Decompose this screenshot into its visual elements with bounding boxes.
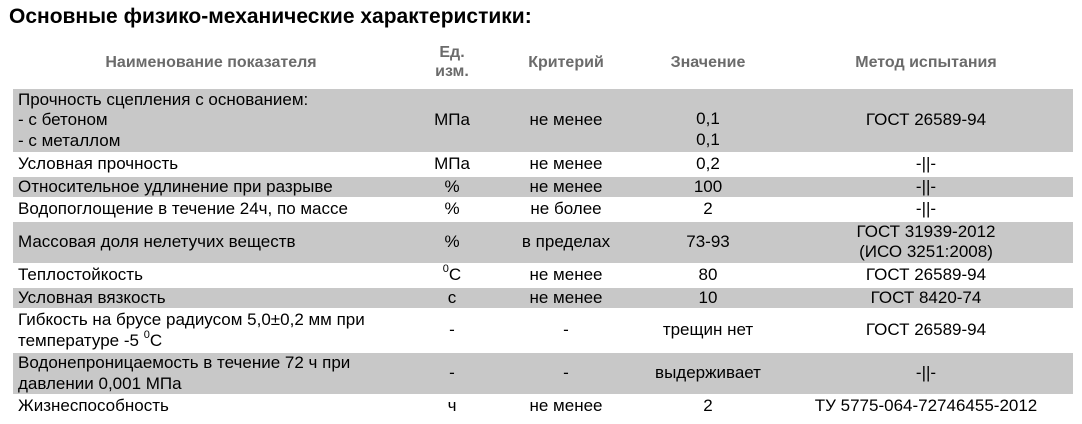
cell-method: ГОСТ 26589-94 — [779, 89, 1073, 153]
cell-method — [779, 221, 1073, 264]
cell-method: ТУ 5775-064-72746455-2012 — [814, 396, 1038, 416]
unit-main: С — [149, 330, 163, 350]
cell-value: выдерживает — [637, 352, 779, 395]
header-method: Метод испытания — [855, 53, 997, 71]
table-row — [13, 287, 1073, 310]
cell-criterion: не менее — [495, 153, 637, 176]
cell-unit: ч — [447, 396, 457, 416]
cell-value: 73-93 — [637, 221, 779, 264]
cell-value: 100 — [637, 176, 779, 199]
cell-name-line: - с металлом — [18, 130, 121, 150]
cell-name: Массовая доля нелетучих веществ — [13, 221, 409, 264]
table-row — [13, 198, 1073, 221]
cell-name: Водопоглощение в течение 24ч, по массе — [13, 198, 409, 221]
table-row — [13, 264, 1073, 287]
cell-criterion: - — [495, 352, 637, 395]
cell-unit: % — [409, 176, 495, 199]
unit-main: С — [448, 264, 462, 284]
cell-name — [13, 352, 409, 395]
table-row — [13, 309, 1073, 352]
cell-value: 10 — [637, 287, 779, 310]
degree-sup: 0 — [442, 263, 449, 276]
cell-value: 80 — [637, 264, 779, 287]
table-row — [13, 395, 1073, 417]
cell-method: ГОСТ 26589-94 — [779, 309, 1073, 352]
header-value: Значение — [670, 53, 746, 71]
cell-name-line: Прочность сцепления с основанием: — [18, 89, 309, 109]
cell-unit — [409, 264, 495, 287]
cell-value-line: 0,1 — [696, 129, 720, 149]
cell-method: -||- — [779, 352, 1073, 395]
cell-criterion: не более — [495, 198, 637, 221]
cell-name-line: температуре -5 — [18, 330, 144, 350]
cell-unit: - — [409, 309, 495, 352]
cell-unit: - — [409, 352, 495, 395]
cell-value: 2 — [703, 396, 713, 416]
cell-unit: % — [409, 221, 495, 264]
cell-method: -||- — [779, 153, 1073, 176]
header-unit — [409, 35, 495, 89]
table-row — [13, 89, 1073, 153]
cell-criterion: в пределах — [495, 221, 637, 264]
cell-name: Жизнеспособность — [18, 396, 169, 416]
cell-method-line: ГОСТ 31939-2012 — [856, 221, 996, 241]
cell-name — [13, 309, 409, 352]
header-name: Наименование показателя — [105, 53, 317, 71]
cell-value: трещин нет — [637, 309, 779, 352]
cell-unit: МПа — [409, 153, 495, 176]
page-title: Основные физико-механические характеристики: — [9, 5, 532, 28]
cell-name: Теплостойкость — [13, 264, 409, 287]
header-unit-line2: изм. — [435, 63, 469, 80]
cell-method: ГОСТ 8420-74 — [779, 287, 1073, 310]
cell-unit: % — [409, 198, 495, 221]
header-criterion: Критерий — [528, 53, 604, 71]
cell-method: -||- — [779, 176, 1073, 199]
cell-method: -||- — [779, 198, 1073, 221]
cell-name: Относительное удлинение при разрыве — [13, 176, 409, 199]
table-row — [13, 221, 1073, 264]
table-header-row — [13, 35, 1073, 89]
cell-criterion: не менее — [495, 264, 637, 287]
cell-method: ГОСТ 26589-94 — [779, 264, 1073, 287]
cell-criterion: не менее — [495, 287, 637, 310]
cell-value-line: 0,1 — [696, 109, 720, 128]
cell-name: Условная прочность — [13, 153, 409, 176]
cell-value: 0,2 — [637, 153, 779, 176]
cell-unit: с — [409, 287, 495, 310]
cell-criterion: не менее — [529, 396, 603, 416]
cell-criterion: - — [495, 309, 637, 352]
characteristics-table — [13, 35, 1073, 417]
cell-criterion: не менее — [495, 89, 637, 153]
cell-value: 2 — [637, 198, 779, 221]
cell-value — [637, 89, 779, 153]
table-row — [13, 176, 1073, 199]
cell-name-line: - с бетоном — [18, 110, 108, 130]
table-row — [13, 352, 1073, 395]
cell-name-line: Водонепроницаемость в течение 72 ч при — [18, 353, 351, 372]
cell-name — [13, 89, 409, 153]
cell-name-line: давлении 0,001 МПа — [18, 373, 182, 393]
cell-unit: МПа — [409, 89, 495, 153]
cell-criterion: не менее — [495, 176, 637, 199]
cell-name-line: Гибкость на брусе радиусом 5,0±0,2 мм при — [18, 310, 365, 329]
cell-name: Условная вязкость — [13, 287, 409, 310]
degree-sup: 0 — [143, 328, 150, 341]
table-row — [13, 153, 1073, 176]
header-unit-line1: Ед. — [439, 44, 465, 61]
cell-method-line: (ИСО 3251:2008) — [859, 242, 993, 261]
